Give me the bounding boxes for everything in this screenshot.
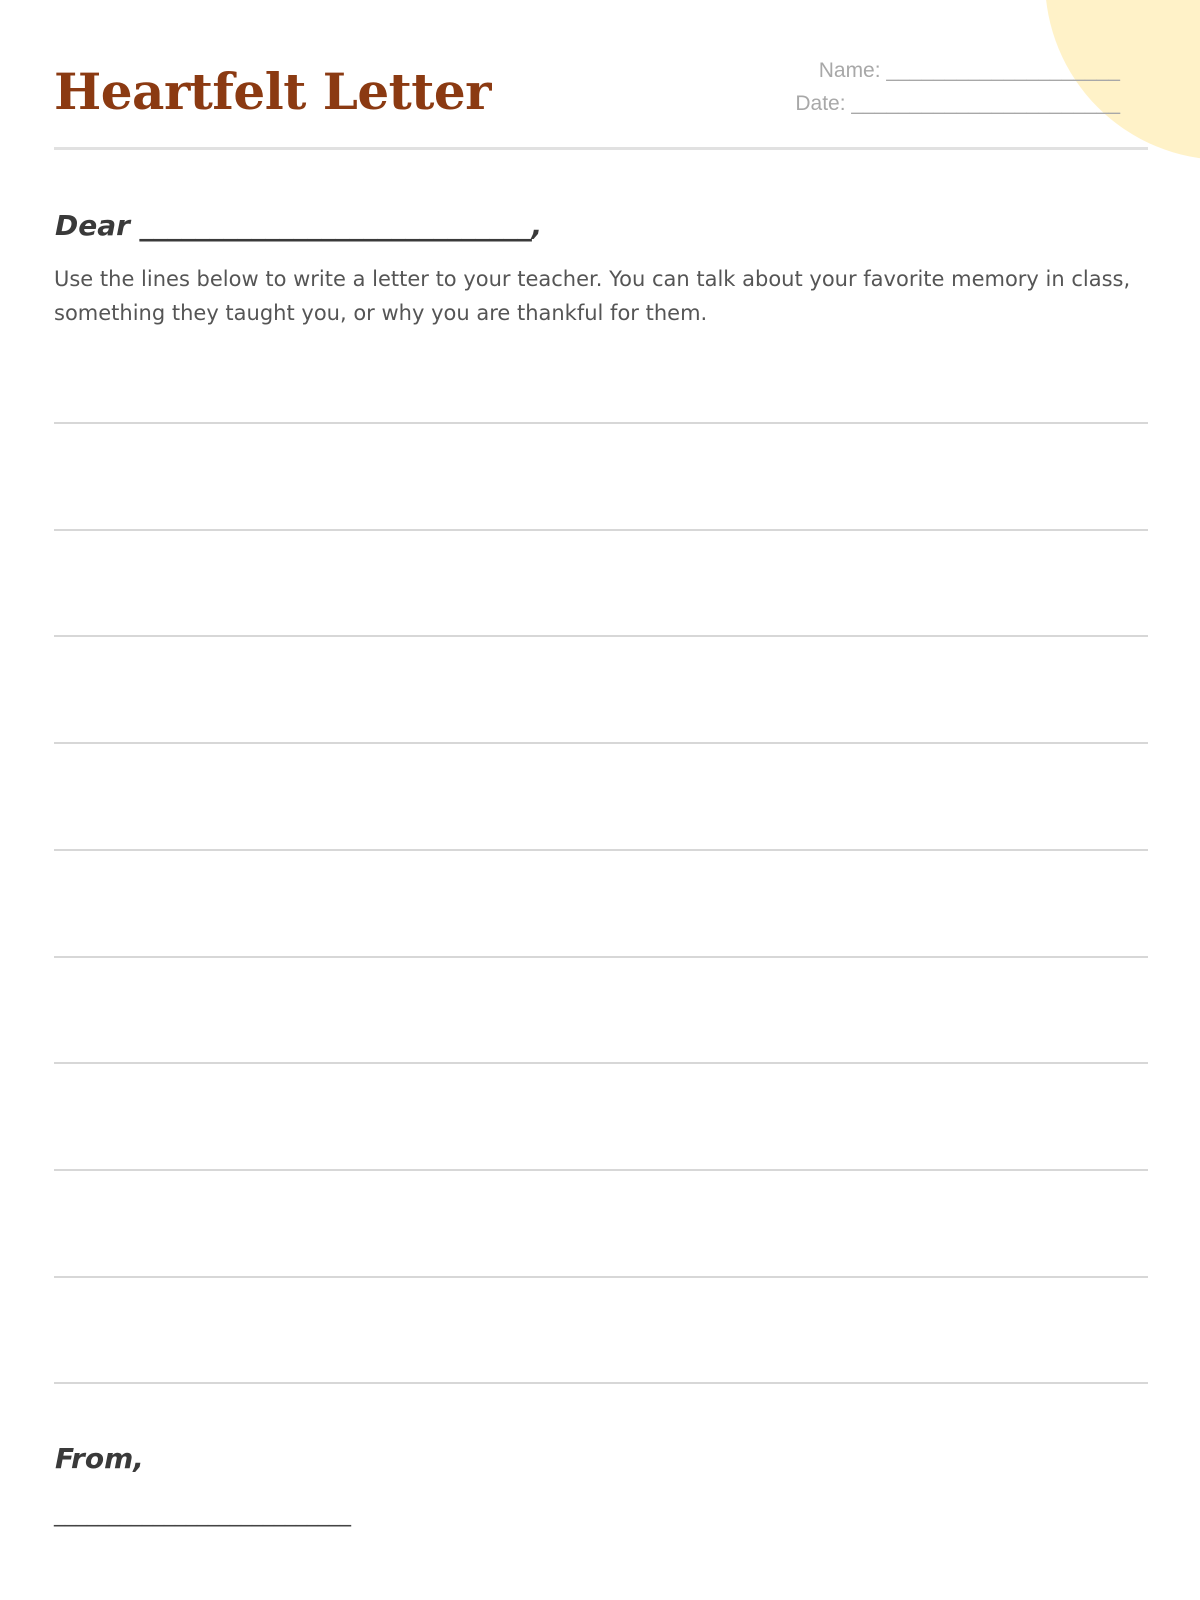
closing-label: From, [55,1442,144,1475]
greeting-line: Dear ____________________________, [55,209,543,242]
writing-line [54,1062,1148,1064]
writing-line [54,529,1148,531]
date-field-label: Date: _______________________ [795,92,1120,115]
name-field-label: Name: ____________________ [818,59,1120,82]
writing-line [54,956,1148,958]
writing-line [54,1276,1148,1278]
instructions-text: Use the lines below to write a letter to your teacher. You can talk about your favorite memory in class, something they taught you, or why you are thankful for them. [54,267,1131,325]
writing-line [54,849,1148,851]
writing-line [54,422,1148,424]
writing-lines-area [54,0,1148,1600]
page-title: Heartfelt Letter [54,62,492,121]
signature-line: ___________________________ [54,1502,351,1527]
writing-line [54,1382,1148,1384]
writing-line [54,635,1148,637]
writing-line [54,742,1148,744]
writing-line [54,1169,1148,1171]
